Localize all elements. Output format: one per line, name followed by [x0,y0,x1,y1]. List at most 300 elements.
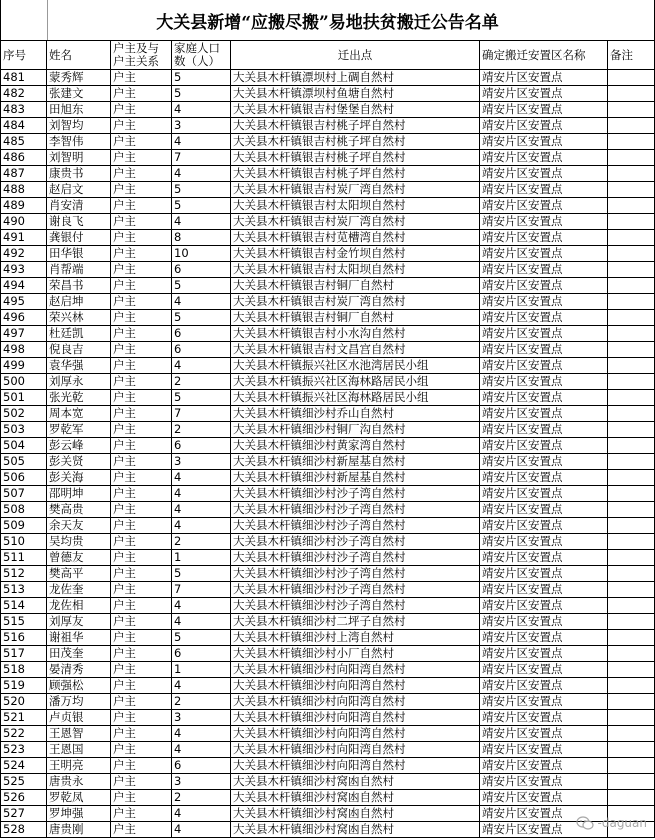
cell-relation: 户主 [111,310,172,326]
cell-seq: 488 [1,182,47,198]
cell-note [608,70,655,86]
cell-family-size: 4 [172,486,231,502]
cell-family-size: 5 [172,182,231,198]
cell-family-size: 4 [172,822,231,838]
cell-note [608,790,655,806]
cell-site: 靖安片区安置点 [480,294,608,310]
cell-family-size: 2 [172,790,231,806]
cell-relation: 户主 [111,630,172,646]
table-row [1,134,655,150]
cell-origin: 大关县木杆镇细沙村铜厂沟自然村 [231,422,480,438]
cell-relation: 户主 [111,406,172,422]
cell-note [608,358,655,374]
cell-relation: 户主 [111,342,172,358]
cell-name: 刘智明 [47,150,111,166]
cell-relation: 户主 [111,198,172,214]
cell-note [608,86,655,102]
cell-site: 靖安片区安置点 [480,646,608,662]
cell-family-size: 3 [172,710,231,726]
table-row [1,662,655,678]
cell-note [608,214,655,230]
cell-note [608,694,655,710]
cell-origin: 大关县木杆镇细沙村沙子湾自然村 [231,534,480,550]
cell-relation: 户主 [111,710,172,726]
title-left-cell [1,0,48,40]
cell-site: 靖安片区安置点 [480,358,608,374]
cell-name: 罗乾凤 [47,790,111,806]
cell-site: 靖安片区安置点 [480,806,608,822]
cell-seq: 525 [1,774,47,790]
cell-relation: 户主 [111,598,172,614]
header-note: 备注 [608,41,655,70]
cell-name: 王明亮 [47,758,111,774]
cell-name: 荣昌书 [47,278,111,294]
table-row [1,470,655,486]
cell-family-size: 4 [172,134,231,150]
cell-origin: 大关县木杆镇银吉村桃子坪自然村 [231,166,480,182]
cell-name: 李智伟 [47,134,111,150]
cell-family-size: 4 [172,614,231,630]
cell-origin: 大关县木杆镇银吉村文昌宫自然村 [231,342,480,358]
cell-family-size: 5 [172,86,231,102]
cell-origin: 大关县木杆镇细沙村向阳湾自然村 [231,742,480,758]
cell-relation: 户主 [111,502,172,518]
cell-family-size: 8 [172,230,231,246]
cell-site: 靖安片区安置点 [480,662,608,678]
cell-note [608,550,655,566]
table-row [1,822,655,838]
table-row [1,758,655,774]
table-row [1,262,655,278]
cell-site: 靖安片区安置点 [480,326,608,342]
cell-site: 靖安片区安置点 [480,70,608,86]
cell-note [608,406,655,422]
cell-name: 顾强松 [47,678,111,694]
cell-seq: 507 [1,486,47,502]
table-row [1,726,655,742]
cell-note [608,438,655,454]
cell-name: 吴均贵 [47,534,111,550]
cell-seq: 504 [1,438,47,454]
cell-relation: 户主 [111,454,172,470]
cell-relation: 户主 [111,374,172,390]
cell-site: 靖安片区安置点 [480,438,608,454]
cell-name: 潘万均 [47,694,111,710]
cell-seq: 486 [1,150,47,166]
cell-site: 靖安片区安置点 [480,598,608,614]
cell-family-size: 6 [172,758,231,774]
cell-site: 靖安片区安置点 [480,534,608,550]
cell-seq: 508 [1,502,47,518]
cell-family-size: 2 [172,422,231,438]
table-body [1,70,655,838]
table-row [1,150,655,166]
cell-relation: 户主 [111,438,172,454]
cell-site: 靖安片区安置点 [480,422,608,438]
cell-note [608,614,655,630]
cell-family-size: 10 [172,246,231,262]
cell-name: 彭关贤 [47,454,111,470]
cell-note [608,470,655,486]
table-row [1,582,655,598]
cell-origin: 大关县木杆镇细沙村向阳湾自然村 [231,678,480,694]
cell-site: 靖安片区安置点 [480,102,608,118]
cell-relation: 户主 [111,790,172,806]
table-row [1,214,655,230]
cell-name: 曾德友 [47,550,111,566]
cell-relation: 户主 [111,150,172,166]
relocation-table [0,40,655,838]
cell-note [608,710,655,726]
table-row [1,342,655,358]
cell-family-size: 4 [172,358,231,374]
cell-note [608,678,655,694]
cell-seq: 516 [1,630,47,646]
header-site: 确定搬迁安置区名称 [480,41,608,70]
cell-name: 肖安清 [47,198,111,214]
cell-seq: 528 [1,822,47,838]
header-relation [111,41,172,70]
cell-origin: 大关县木杆镇银吉村苋槽湾自然村 [231,230,480,246]
cell-site: 靖安片区安置点 [480,278,608,294]
cell-note [608,758,655,774]
cell-note [608,342,655,358]
cell-site: 靖安片区安置点 [480,246,608,262]
cell-site: 靖安片区安置点 [480,198,608,214]
cell-family-size: 4 [172,502,231,518]
cell-origin: 大关县木杆镇银吉村小水沟自然村 [231,326,480,342]
cell-family-size: 7 [172,406,231,422]
cell-relation: 户主 [111,726,172,742]
cell-seq: 511 [1,550,47,566]
table-row [1,518,655,534]
cell-name: 康贵书 [47,166,111,182]
cell-note [608,230,655,246]
cell-origin: 大关县木杆镇细沙村沙子湾自然村 [231,518,480,534]
cell-note [608,566,655,582]
cell-relation: 户主 [111,518,172,534]
cell-note [608,646,655,662]
cell-family-size: 2 [172,534,231,550]
cell-seq: 496 [1,310,47,326]
cell-site: 靖安片区安置点 [480,262,608,278]
cell-origin: 大关县木杆镇银吉村太阳坝自然村 [231,262,480,278]
cell-family-size: 2 [172,374,231,390]
cell-name: 龚银付 [47,230,111,246]
table-row [1,646,655,662]
table-row [1,246,655,262]
cell-name: 蒙秀辉 [47,70,111,86]
table-row [1,486,655,502]
cell-site: 靖安片区安置点 [480,822,608,838]
header-family-size [172,41,231,70]
table-row [1,806,655,822]
cell-origin: 大关县木杆镇细沙村窝凼自然村 [231,806,480,822]
cell-name: 龙佐相 [47,598,111,614]
cell-name: 唐贵刚 [47,822,111,838]
cell-family-size: 3 [172,454,231,470]
cell-origin: 大关县木杆镇细沙村小厂自然村 [231,646,480,662]
cell-seq: 518 [1,662,47,678]
cell-origin: 大关县木杆镇漂坝村上碉自然村 [231,70,480,86]
cell-site: 靖安片区安置点 [480,214,608,230]
cell-seq: 521 [1,710,47,726]
cell-seq: 482 [1,86,47,102]
cell-origin: 大关县木杆镇银吉村堡堡自然村 [231,102,480,118]
cell-note [608,182,655,198]
cell-relation: 户主 [111,758,172,774]
cell-origin: 大关县木杆镇银吉村桃子坪自然村 [231,134,480,150]
cell-seq: 485 [1,134,47,150]
cell-note [608,726,655,742]
cell-seq: 497 [1,326,47,342]
cell-relation: 户主 [111,678,172,694]
cell-origin: 大关县木杆镇细沙村向阳湾自然村 [231,726,480,742]
cell-note [608,374,655,390]
cell-origin: 大关县木杆镇细沙村沙子湾自然村 [231,550,480,566]
cell-site: 靖安片区安置点 [480,582,608,598]
cell-family-size: 4 [172,166,231,182]
cell-site: 靖安片区安置点 [480,726,608,742]
cell-site: 靖安片区安置点 [480,134,608,150]
cell-name: 谢良飞 [47,214,111,230]
cell-relation: 户主 [111,246,172,262]
cell-note [608,742,655,758]
cell-family-size: 5 [172,630,231,646]
table-row [1,70,655,86]
cell-relation: 户主 [111,582,172,598]
cell-origin: 大关县木杆镇银吉村桃子坪自然村 [231,118,480,134]
title-text: 大关县新增“应搬尽搬”易地扶贫搬迁公告名单 [156,12,499,33]
table-row [1,166,655,182]
cell-seq: 517 [1,646,47,662]
cell-site: 靖安片区安置点 [480,502,608,518]
table-row [1,502,655,518]
cell-note [608,454,655,470]
table-row [1,422,655,438]
cell-name: 肖帮端 [47,262,111,278]
cell-family-size: 1 [172,550,231,566]
cell-site: 靖安片区安置点 [480,118,608,134]
cell-relation: 户主 [111,262,172,278]
cell-seq: 494 [1,278,47,294]
cell-relation: 户主 [111,326,172,342]
table-row [1,310,655,326]
cell-seq: 515 [1,614,47,630]
cell-family-size: 6 [172,438,231,454]
cell-note [608,630,655,646]
cell-name: 卢贞银 [47,710,111,726]
cell-seq: 501 [1,390,47,406]
cell-seq: 500 [1,374,47,390]
cell-family-size: 4 [172,518,231,534]
cell-site: 靖安片区安置点 [480,166,608,182]
table-row [1,390,655,406]
cell-note [608,118,655,134]
cell-relation: 户主 [111,566,172,582]
cell-note [608,310,655,326]
cell-family-size: 7 [172,150,231,166]
cell-name: 唐贵永 [47,774,111,790]
cell-name: 田华银 [47,246,111,262]
cell-site: 靖安片区安置点 [480,86,608,102]
cell-site: 靖安片区安置点 [480,550,608,566]
cell-site: 靖安片区安置点 [480,310,608,326]
cell-origin: 大关县木杆镇细沙村黄家湾自然村 [231,438,480,454]
cell-name: 刘厚友 [47,614,111,630]
cell-name: 邵明坤 [47,486,111,502]
table-row [1,678,655,694]
cell-seq: 502 [1,406,47,422]
cell-note [608,662,655,678]
table-header-row [1,41,655,70]
cell-relation: 户主 [111,662,172,678]
cell-name: 罗坤强 [47,806,111,822]
cell-origin: 大关县木杆镇银吉村铜厂自然村 [231,310,480,326]
cell-origin: 大关县木杆镇细沙村新屋基自然村 [231,470,480,486]
cell-origin: 大关县木杆镇细沙村沙子湾自然村 [231,486,480,502]
cell-relation: 户主 [111,358,172,374]
header-name: 姓名 [47,41,111,70]
cell-site: 靖安片区安置点 [480,230,608,246]
cell-note [608,166,655,182]
cell-seq: 487 [1,166,47,182]
cell-site: 靖安片区安置点 [480,486,608,502]
cell-seq: 491 [1,230,47,246]
cell-relation: 户主 [111,486,172,502]
wechat-icon [576,816,594,830]
cell-note [608,278,655,294]
cell-note [608,294,655,310]
cell-relation: 户主 [111,806,172,822]
cell-relation: 户主 [111,278,172,294]
cell-site: 靖安片区安置点 [480,742,608,758]
cell-site: 靖安片区安置点 [480,454,608,470]
cell-site: 靖安片区安置点 [480,518,608,534]
cell-note [608,502,655,518]
cell-seq: 493 [1,262,47,278]
table-row [1,118,655,134]
cell-origin: 大关县木杆镇细沙村向阳湾自然村 [231,710,480,726]
cell-family-size: 4 [172,294,231,310]
cell-origin: 大关县木杆镇细沙村向阳湾自然村 [231,662,480,678]
cell-origin: 大关县木杆镇细沙村窝凼自然村 [231,822,480,838]
cell-seq: 522 [1,726,47,742]
cell-seq: 510 [1,534,47,550]
cell-seq: 519 [1,678,47,694]
cell-origin: 大关县木杆镇细沙村向阳湾自然村 [231,758,480,774]
cell-family-size: 5 [172,566,231,582]
cell-family-size: 4 [172,678,231,694]
cell-seq: 484 [1,118,47,134]
cell-note [608,582,655,598]
table-row [1,742,655,758]
cell-site: 靖安片区安置点 [480,614,608,630]
cell-relation: 户主 [111,742,172,758]
cell-note [608,262,655,278]
table-row [1,550,655,566]
cell-note [608,134,655,150]
cell-site: 靖安片区安置点 [480,182,608,198]
cell-note [608,326,655,342]
table-row [1,630,655,646]
cell-origin: 大关县木杆镇振兴社区海林路居民小组 [231,374,480,390]
cell-origin: 大关县木杆镇银吉村太阳坝自然村 [231,198,480,214]
cell-site: 靖安片区安置点 [480,678,608,694]
cell-seq: 514 [1,598,47,614]
cell-origin: 大关县木杆镇银吉村金竹坝自然村 [231,246,480,262]
cell-family-size: 5 [172,390,231,406]
cell-note [608,198,655,214]
cell-site: 靖安片区安置点 [480,566,608,582]
watermark [576,816,647,830]
cell-note [608,390,655,406]
cell-origin: 大关县木杆镇细沙村上湾自然村 [231,630,480,646]
cell-family-size: 5 [172,310,231,326]
cell-relation: 户主 [111,470,172,486]
cell-site: 靖安片区安置点 [480,374,608,390]
cell-seq: 505 [1,454,47,470]
header-origin: 迁出点 [231,41,480,70]
cell-relation: 户主 [111,214,172,230]
cell-note [608,102,655,118]
cell-site: 靖安片区安置点 [480,630,608,646]
cell-site: 靖安片区安置点 [480,342,608,358]
cell-seq: 495 [1,294,47,310]
header-family-size-text: 家庭人口数（人） [174,41,220,68]
cell-site: 靖安片区安置点 [480,150,608,166]
cell-origin: 大关县木杆镇银吉村炭厂湾自然村 [231,182,480,198]
table-row [1,374,655,390]
cell-name: 彭云峰 [47,438,111,454]
cell-seq: 503 [1,422,47,438]
cell-note [608,774,655,790]
cell-note [608,486,655,502]
cell-origin: 大关县木杆镇细沙村新屋基自然村 [231,454,480,470]
cell-seq: 489 [1,198,47,214]
cell-origin: 大关县木杆镇漂坝村鱼塘自然村 [231,86,480,102]
table-row [1,102,655,118]
cell-name: 倪良吉 [47,342,111,358]
cell-name: 刘厚永 [47,374,111,390]
cell-family-size: 4 [172,598,231,614]
cell-note [608,598,655,614]
cell-seq: 524 [1,758,47,774]
cell-relation: 户主 [111,102,172,118]
table-row [1,534,655,550]
cell-family-size: 4 [172,806,231,822]
cell-relation: 户主 [111,822,172,838]
cell-name: 樊高平 [47,566,111,582]
cell-origin: 大关县木杆镇振兴社区水池湾居民小组 [231,358,480,374]
cell-relation: 户主 [111,390,172,406]
cell-relation: 户主 [111,118,172,134]
cell-name: 田茂奎 [47,646,111,662]
cell-relation: 户主 [111,182,172,198]
cell-note [608,534,655,550]
cell-name: 田旭东 [47,102,111,118]
cell-origin: 大关县木杆镇细沙村二坪子自然村 [231,614,480,630]
cell-family-size: 6 [172,262,231,278]
header-seq: 序号 [1,41,47,70]
table-row [1,710,655,726]
watermark-text: -daguan [597,816,647,830]
cell-relation: 户主 [111,166,172,182]
table-row [1,198,655,214]
cell-name: 罗乾军 [47,422,111,438]
table-row [1,182,655,198]
cell-origin: 大关县木杆镇细沙村窝凼自然村 [231,790,480,806]
